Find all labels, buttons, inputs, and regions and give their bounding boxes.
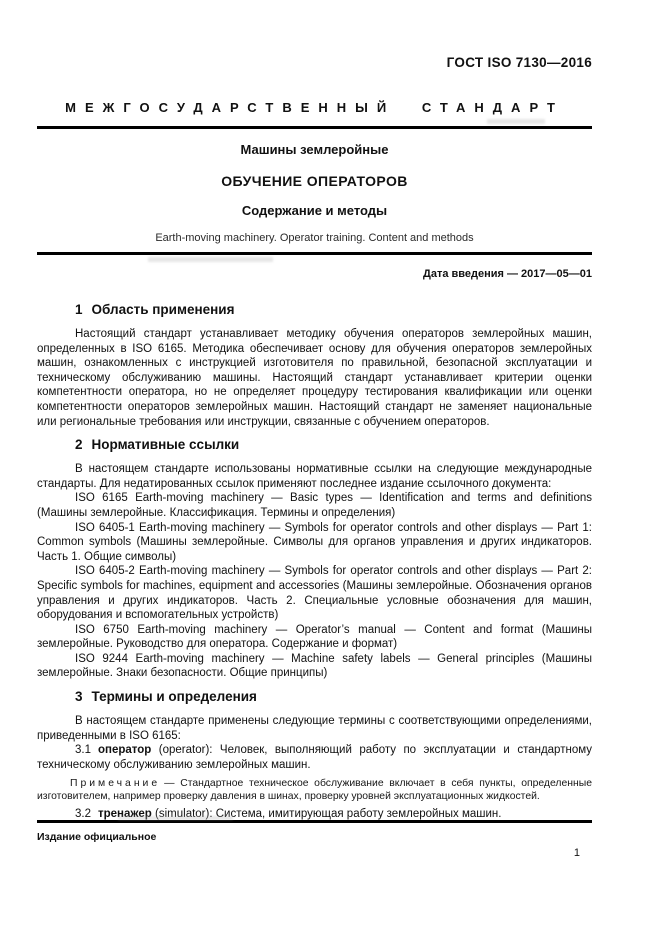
middle-rule (37, 252, 592, 255)
section-1-paragraph: Настоящий стандарт устанавливает методику обучения операторов землеройных машин, определенных в ISO 6165. Методика обеспечивает основу для обучения операторов землеройных машин, ознакомленных с инструкцией изготовителя по правильной, безопасной эксплуатации и техническому обслуживанию машины. Настоящий стандарт устанавливает критерии оценки компетентности оператора, но не определяет процедуру тестирования квалификации или оценки компетентности операторов землеройных машин. Настоящий стандарт не заменяет национальные или региональные требования или инструкции, связанные с обучением операторов. (37, 328, 592, 428)
reference-iso-6750: ISO 6750 Earth-moving machinery — Operator’s manual — Content and format (Машины землеройные. Руководство для оператора. Содержание и формат) (37, 623, 592, 651)
term-simulator-definition: (simulator): Система, имитирующая работу землеройных машин. (151, 808, 502, 821)
note-paragraph (37, 777, 592, 803)
effective-date: Дата введения — 2017—05—01 (423, 268, 592, 280)
section-3-title: Термины и определения (91, 689, 257, 705)
reference-iso-6405-1: ISO 6405-1 Earth-moving machinery — Symbols for operator controls and other displays — Part 1: Common symbols (Машины землеройные. Символы для органов управления и других индикаторов. Часть 1. Общие символы) (37, 521, 592, 563)
imprint: Издание официальное (37, 831, 157, 843)
section-1-number: 1 (75, 302, 83, 317)
term-simulator-word: тренажер (98, 808, 152, 821)
term-operator-definition: (operator): Человек, выполняющий работу по эксплуатации и стандартному техническому обслуживанию землеройных машин. (37, 744, 592, 771)
reference-iso-6165: ISO 6165 Earth-moving machinery — Basic types — Identification and terms and definitions (Машины землеройные. Классификация. Термины и определения) (37, 492, 592, 519)
document-body (37, 294, 592, 822)
section-3-heading (37, 688, 592, 705)
section-2-number: 2 (75, 437, 83, 453)
section-1-heading (37, 301, 592, 318)
top-rule (37, 126, 592, 129)
section-3-number: 3 (75, 689, 83, 705)
scan-artifact (118, 816, 233, 820)
title-en: Earth-moving machinery. Operator training. Content and methods (155, 232, 474, 244)
section-2-intro: В настоящем стандарте использованы нормативные ссылки на следующие международные стандарты. Для недатированных ссылок применяют последнее издание ссылочного документа: (37, 463, 592, 490)
reference-iso-6405-2: ISO 6405-2 Earth-moving machinery — Symbols for operator controls and other displays — Part 2: Specific symbols for machines, equipment and accessories (Машины землеройные. Обозначения органов управления и других индикаторов. Часть 2. Специальные условные обозначения для машин, оборудования и вспомогательных устройств) (37, 565, 592, 622)
title-block (37, 142, 592, 244)
reference-iso-9244: ISO 9244 Earth-moving machinery — Machine safety labels — General principles (Машины землеройные. Знаки безопасности. Общие принципы) (37, 652, 592, 680)
term-operator (37, 743, 592, 772)
section-3-intro: В настоящем стандарте применены следующие термины с соответствующими определениями, приведенными в ISO 6165: (37, 715, 592, 742)
scan-artifact (148, 257, 273, 262)
title-ru-sub: Содержание и методы (241, 203, 388, 218)
title-ru-subject: Машины землеройные (240, 142, 389, 157)
term-operator-word: оператор (98, 744, 152, 757)
doc-code: ГОСТ ISO 7130—2016 (446, 55, 592, 70)
footer-rule (37, 820, 592, 823)
section-2-title: Нормативные ссылки (91, 437, 240, 453)
title-ru-main: ОБУЧЕНИЕ ОПЕРАТОРОВ (221, 173, 408, 189)
note-text: — Стандартное техническое обслуживание включает в себя пункты, определенные изготовителем, например проверку давления в шинах, проверку уровней эксплуатационных жидкостей. (37, 778, 592, 803)
term-operator-number: 3.1 (75, 744, 91, 757)
banner-title: МЕЖГОСУДАРСТВЕННЫЙ СТАНДАРТ (65, 100, 564, 115)
section-1-title: Область применения (91, 302, 235, 317)
term-simulator-number: 3.2 (75, 808, 91, 821)
page-number: 1 (573, 847, 580, 859)
note-label: Примечание (70, 778, 161, 790)
scan-artifact (487, 119, 545, 124)
section-2-heading (37, 436, 592, 453)
